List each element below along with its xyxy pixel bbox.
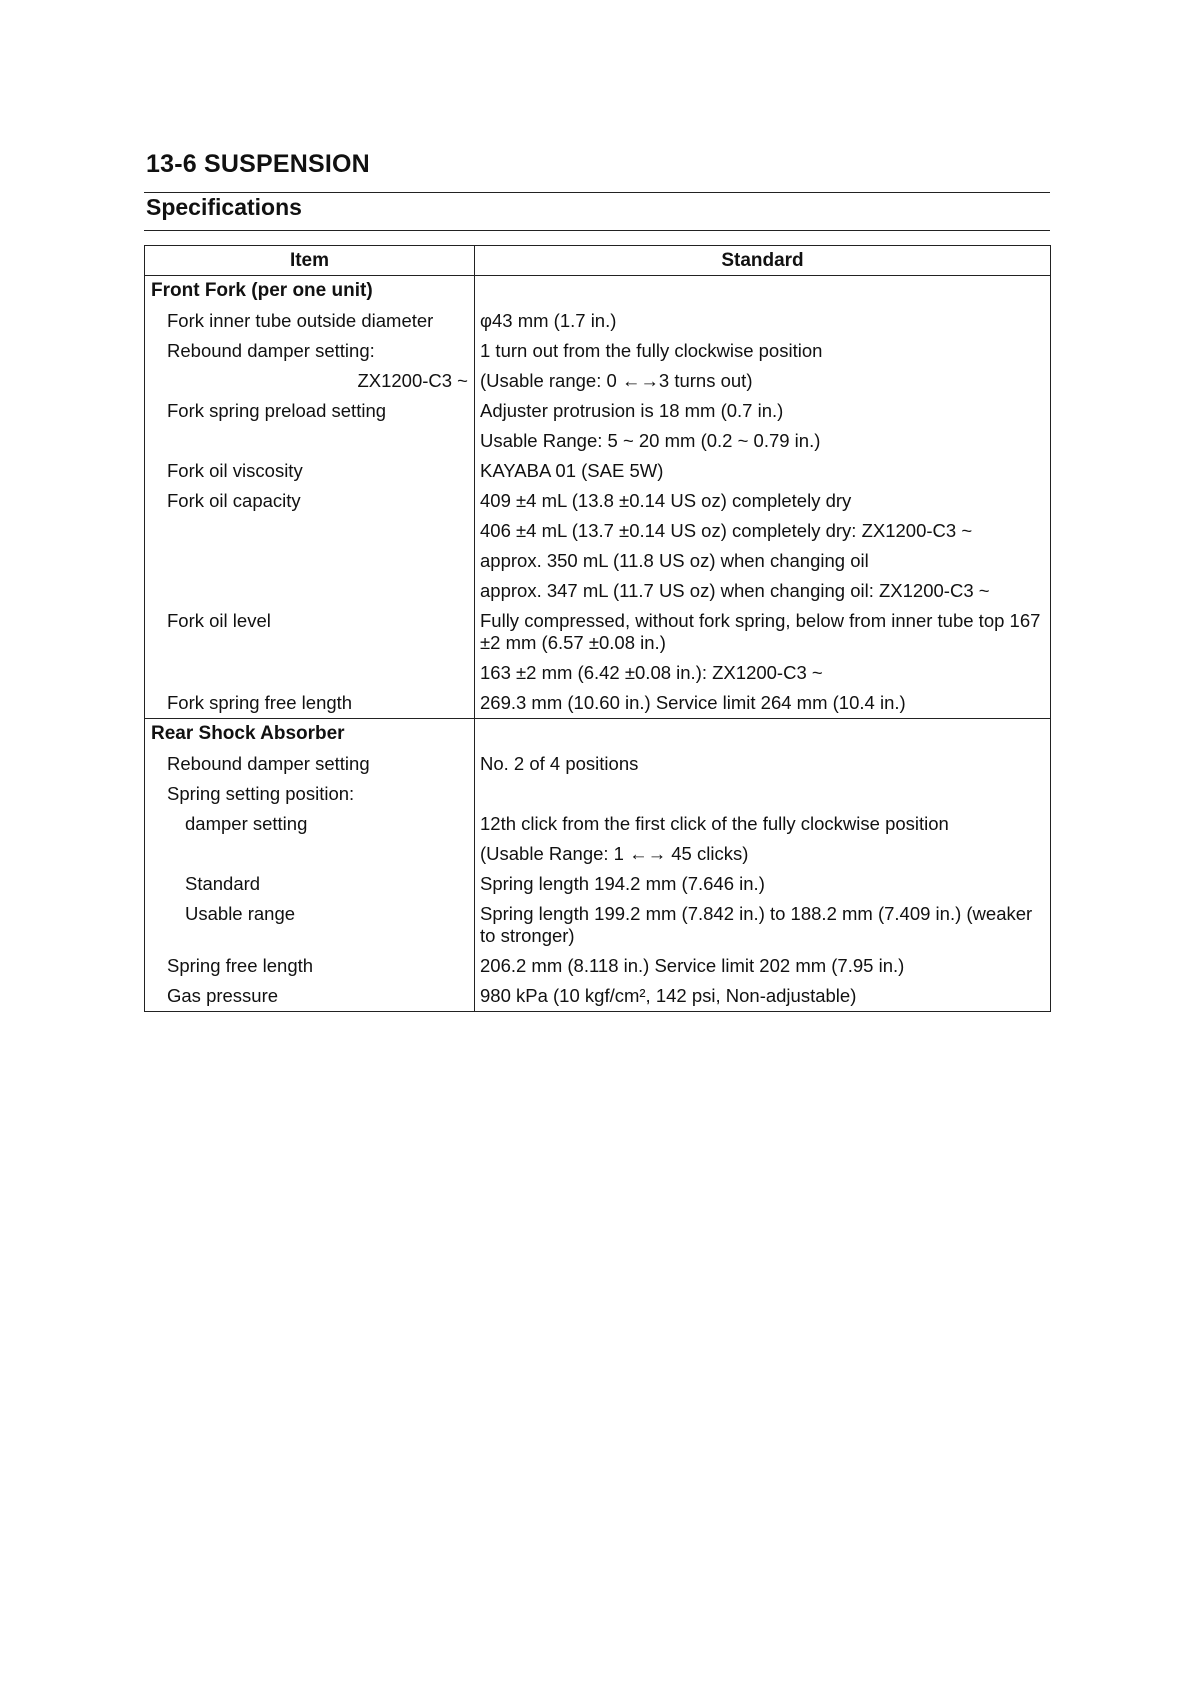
item-label: [145, 516, 474, 520]
table-row: [145, 869, 1051, 899]
item-cell: [145, 546, 475, 576]
item-cell: [145, 869, 475, 899]
value-cell: [475, 456, 1051, 486]
item-label: Spring free length: [167, 955, 314, 976]
table-row: [145, 839, 1051, 869]
item-label: Gas pressure: [167, 985, 279, 1006]
value-text: KAYABA 01 (SAE 5W): [480, 460, 664, 481]
value-cell: [475, 516, 1051, 546]
value-cell: [475, 336, 1051, 366]
value-cell: [475, 981, 1051, 1012]
item-label: damper setting: [185, 813, 308, 834]
value-text: [475, 719, 1050, 723]
value-text: Spring length 194.2 mm (7.646 in.): [480, 873, 765, 894]
item-label: ZX1200-C3 ~: [357, 370, 468, 391]
item-cell: [145, 366, 475, 396]
item-cell: [145, 486, 475, 516]
table-row: [145, 688, 1051, 719]
column-header-standard: Standard: [475, 246, 1051, 276]
table-row: [145, 606, 1051, 658]
table-row: [145, 366, 1051, 396]
value-text: φ43 mm (1.7 in.): [480, 310, 617, 331]
table-row: [145, 456, 1051, 486]
item-label: [145, 658, 474, 662]
value-text: [475, 779, 1050, 783]
table-header-row: [145, 246, 1051, 276]
item-cell: [145, 276, 475, 307]
value-cell: [475, 546, 1051, 576]
item-cell: [145, 951, 475, 981]
value-text: 206.2 mm (8.118 in.) Service limit 202 mm (7.95 in.): [480, 955, 905, 976]
item-label: Rebound damper setting: [167, 753, 370, 774]
item-label: Fork oil level: [167, 610, 271, 631]
value-text: (Usable Range: 1 ←→ 45 clicks): [480, 843, 749, 864]
value-text: Fully compressed, without fork spring, below from inner tube top 167 ±2 mm (6.57 ±0.08 in.): [480, 610, 1041, 653]
item-cell: [145, 899, 475, 951]
item-label: Rebound damper setting:: [167, 340, 375, 361]
item-label: Front Fork (per one unit): [151, 280, 373, 301]
item-cell: [145, 839, 475, 869]
value-text: No. 2 of 4 positions: [480, 753, 639, 774]
value-text: 406 ±4 mL (13.7 ±0.14 US oz) completely dry: ZX1200-C3 ~: [480, 520, 973, 541]
item-label: [145, 546, 474, 550]
value-text: 980 kPa (10 kgf/cm², 142 psi, Non-adjustable): [480, 985, 857, 1006]
column-header-item: Item: [145, 246, 475, 276]
section-rule: [144, 230, 1050, 231]
section-title: Specifications: [146, 194, 302, 220]
value-cell: [475, 576, 1051, 606]
specifications-table: [144, 245, 1051, 1012]
value-cell: [475, 486, 1051, 516]
value-cell: [475, 306, 1051, 336]
value-text: Spring length 199.2 mm (7.842 in.) to 188.2 mm (7.409 in.) (weaker to stronger): [480, 903, 1033, 946]
value-text: (Usable range: 0 ←→3 turns out): [480, 370, 753, 391]
item-label: Fork oil viscosity: [167, 460, 303, 481]
item-cell: [145, 688, 475, 719]
table-row: [145, 899, 1051, 951]
item-cell: [145, 306, 475, 336]
table-row: [145, 306, 1051, 336]
value-text: Adjuster protrusion is 18 mm (0.7 in.): [480, 400, 784, 421]
value-cell: [475, 658, 1051, 688]
value-text: 12th click from the first click of the fully clockwise position: [480, 813, 949, 834]
value-cell: [475, 951, 1051, 981]
item-label: Standard: [185, 873, 261, 894]
value-cell: [475, 839, 1051, 869]
table-row: [145, 486, 1051, 516]
page-title: 13-6 SUSPENSION: [146, 150, 370, 178]
item-cell: [145, 516, 475, 546]
value-text: 163 ±2 mm (6.42 ±0.08 in.): ZX1200-C3 ~: [480, 662, 823, 683]
table-row: [145, 336, 1051, 366]
item-label: Fork spring preload setting: [167, 400, 387, 421]
item-cell: [145, 426, 475, 456]
item-cell: [145, 749, 475, 779]
value-cell: [475, 809, 1051, 839]
value-text: [475, 276, 1050, 280]
value-cell: [475, 396, 1051, 426]
table-row: [145, 546, 1051, 576]
item-cell: [145, 456, 475, 486]
table-row: [145, 516, 1051, 546]
item-label: Fork spring free length: [167, 692, 353, 713]
table-row: [145, 981, 1051, 1012]
value-text: Usable Range: 5 ~ 20 mm (0.2 ~ 0.79 in.): [480, 430, 821, 451]
title-rule: [144, 192, 1050, 193]
item-label: Usable range: [185, 903, 296, 924]
item-label: Fork inner tube outside diameter: [167, 310, 434, 331]
value-cell: [475, 749, 1051, 779]
item-label: Spring setting position:: [167, 783, 355, 804]
item-cell: [145, 576, 475, 606]
item-cell: [145, 396, 475, 426]
value-cell: [475, 276, 1051, 307]
item-cell: [145, 606, 475, 658]
item-cell: [145, 336, 475, 366]
value-cell: [475, 688, 1051, 719]
value-text: 409 ±4 mL (13.8 ±0.14 US oz) completely dry: [480, 490, 852, 511]
value-cell: [475, 869, 1051, 899]
value-text: approx. 347 mL (11.7 US oz) when changing oil: ZX1200-C3 ~: [480, 580, 990, 601]
item-cell: [145, 981, 475, 1012]
item-label: Rear Shock Absorber: [151, 723, 345, 744]
value-text: 1 turn out from the fully clockwise position: [480, 340, 823, 361]
item-label: [145, 426, 474, 430]
item-label: [145, 839, 474, 843]
value-cell: [475, 366, 1051, 396]
value-text: approx. 350 mL (11.8 US oz) when changing oil: [480, 550, 869, 571]
item-cell: [145, 809, 475, 839]
table-row: [145, 749, 1051, 779]
group-row-front-fork: [145, 276, 1051, 307]
value-cell: [475, 779, 1051, 809]
item-cell: [145, 719, 475, 750]
item-cell: [145, 658, 475, 688]
value-cell: [475, 719, 1051, 750]
table-row: [145, 779, 1051, 809]
value-cell: [475, 606, 1051, 658]
table-row: [145, 576, 1051, 606]
table-row: [145, 396, 1051, 426]
table-row: [145, 426, 1051, 456]
value-text: 269.3 mm (10.60 in.) Service limit 264 mm (10.4 in.): [480, 692, 906, 713]
value-cell: [475, 426, 1051, 456]
table-row: [145, 658, 1051, 688]
item-cell: [145, 779, 475, 809]
value-cell: [475, 899, 1051, 951]
table-row: [145, 951, 1051, 981]
group-row-rear-shock: [145, 719, 1051, 750]
table-row: [145, 809, 1051, 839]
item-label: Fork oil capacity: [167, 490, 301, 511]
item-label: [145, 576, 474, 580]
